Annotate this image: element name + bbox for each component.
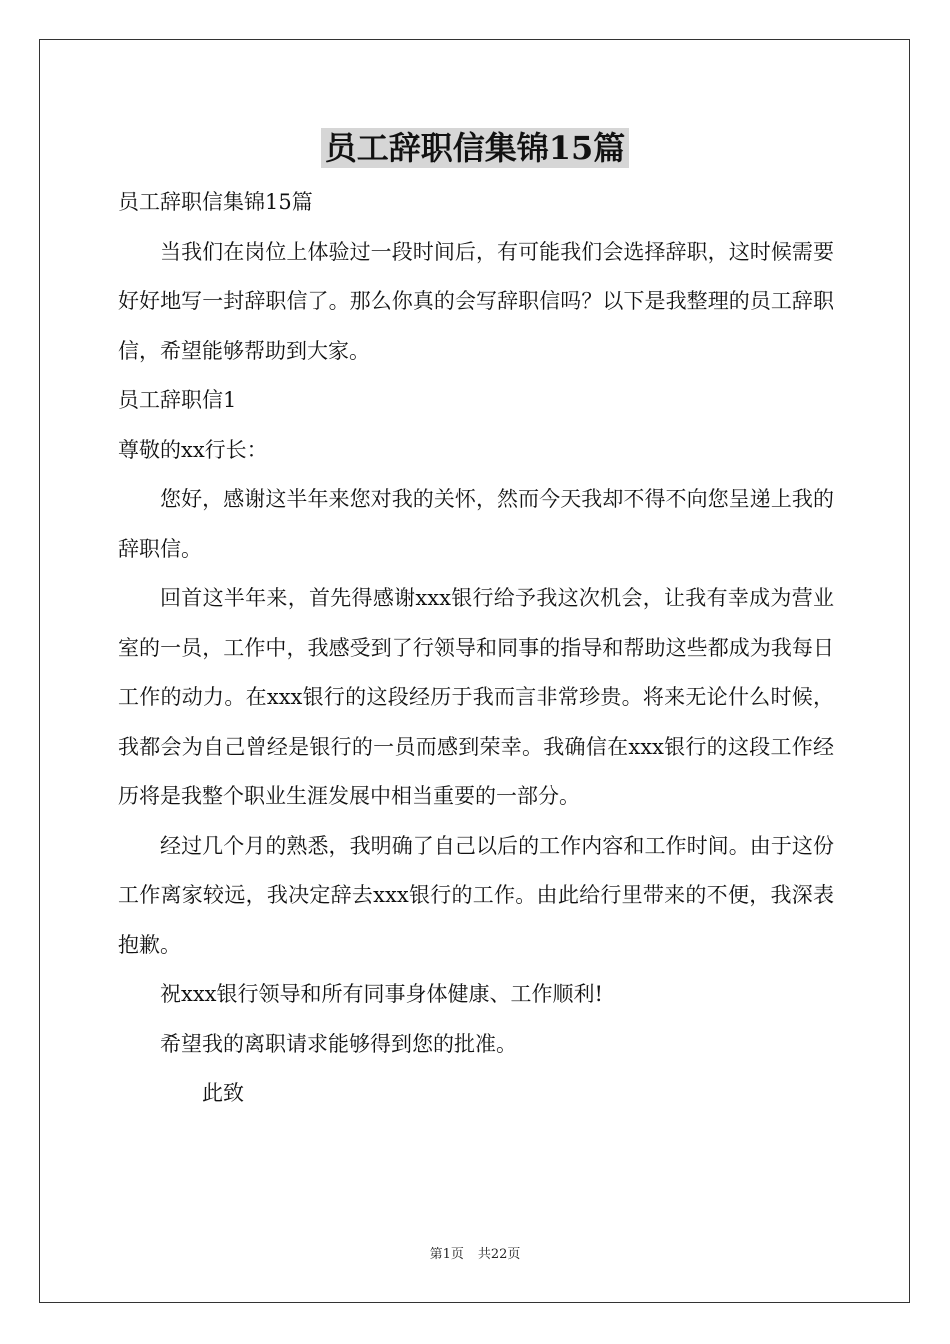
title-wrap (0, 128, 950, 168)
body-paragraph: 您好，感谢这半年来您对我的关怀，然而今天我却不得不向您呈递上我的辞职信。 (118, 487, 834, 561)
page-total: 共22页 (477, 1247, 521, 1262)
document-subtitle: 员工辞职信集锦15篇 (118, 190, 313, 214)
body-paragraph: 回首这半年来，首先得感谢xxx银行给予我这次机会，让我有幸成为营业室的一员，工作中，我感受到了行领导和同事的指导和帮助这些都成为我每日工作的动力。在xxx银行的这段经历于我而言非常珍贵。将来无论什么时候，我都会为自己曾经是银行的一员而感到荣幸。我确信在xxx银行的这段工作经历将是我整个职业生涯发展中相当重要的一部分。 (118, 586, 834, 808)
body-paragraph: 经过几个月的熟悉，我明确了自己以后的工作内容和工作时间。由于这份工作离家较远，我决定辞去xxx银行的工作。由此给行里带来的不便，我深表抱歉。 (118, 833, 834, 957)
closing: 此致 (202, 1081, 244, 1105)
document-body (118, 178, 834, 1119)
document-title: 员工辞职信集锦15篇 (321, 128, 630, 168)
section-heading: 员工辞职信1 (118, 388, 237, 412)
salutation: 尊敬的xx行长： (118, 437, 268, 462)
page-number: 第1页 (429, 1247, 464, 1262)
intro-paragraph: 当我们在岗位上体验过一段时间后，有可能我们会选择辞职，这时候需要好好地写一封辞职信了。那么你真的会写辞职信吗？以下是我整理的员工辞职信，希望能够帮助到大家。 (118, 239, 834, 363)
body-paragraph: 祝xxx银行领导和所有同事身体健康、工作顺利! (160, 982, 603, 1006)
body-paragraph: 希望我的离职请求能够得到您的批准。 (160, 1031, 517, 1056)
page-footer (0, 1246, 950, 1264)
